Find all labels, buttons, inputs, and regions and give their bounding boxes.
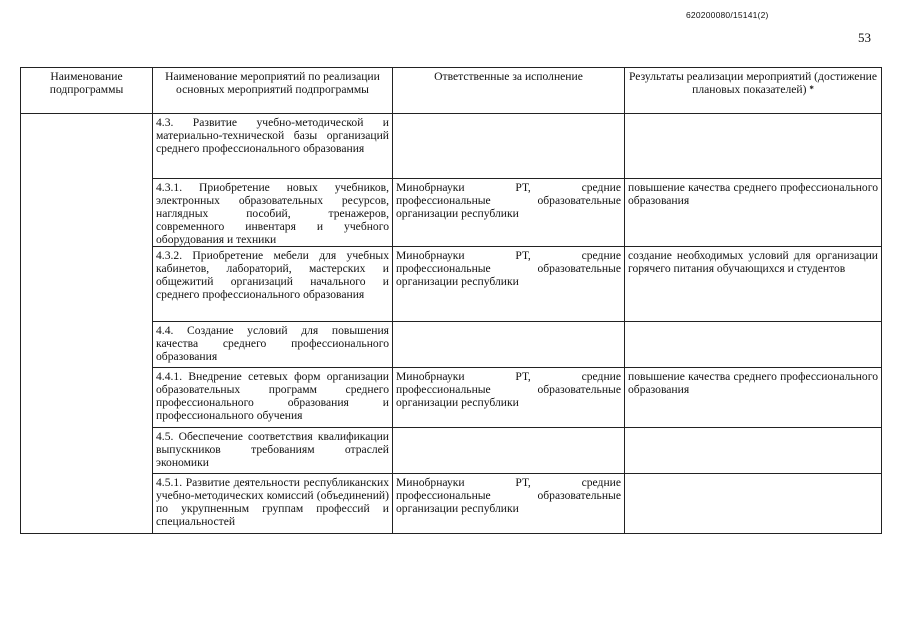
measure-cell: 4.3. Развитие учебно-методической и материально-технической базы организаций среднего профессионального образования (153, 114, 393, 179)
result-cell (625, 474, 882, 534)
responsible-cell (393, 428, 625, 474)
measure-cell: 4.5.1. Развитие деятельности республиканских учебно-методических комиссий (объединений) по укрупненным группам профессий и специальностей (153, 474, 393, 534)
header-results-text: Результаты реализации мероприятий (достижение плановых показателей) (628, 70, 877, 96)
header-results (625, 68, 882, 114)
measure-cell: 4.3.2. Приобретение мебели для учебных кабинетов, лабораторий, мастерских и общежитий организаций начального и среднего профессионального образования (153, 247, 393, 322)
header-subprogram: Наименование подпрограммы (21, 68, 153, 114)
responsible-cell: Минобрнауки РТ, средние профессиональные образовательные организации республики (393, 368, 625, 428)
measure-cell: 4.3.1. Приобретение новых учебников, электронных образовательных ресурсов, наглядных пособий, тренажеров, современного инвентаря и учебного оборудования и техники (153, 179, 393, 247)
header-responsible: Ответственные за исполнение (393, 68, 625, 114)
header-measures: Наименование мероприятий по реализации основных мероприятий подпрограммы (153, 68, 393, 114)
responsible-cell (393, 114, 625, 179)
measure-cell: 4.4. Создание условий для повышения качества среднего профессионального образования (153, 322, 393, 368)
responsible-cell: Минобрнауки РТ, средние профессиональные образовательные организации республики (393, 474, 625, 534)
measure-cell: 4.4.1. Внедрение сетевых форм организации образовательных программ среднего профессионального образования и профессионального обучения (153, 368, 393, 428)
result-cell (625, 428, 882, 474)
table-header-row (21, 68, 882, 114)
measure-cell: 4.5. Обеспечение соответствия квалификации выпускников требованиям отраслей экономики (153, 428, 393, 474)
result-cell (625, 322, 882, 368)
result-cell: повышение качества среднего профессионального образования (625, 368, 882, 428)
table-row (21, 114, 882, 179)
result-cell (625, 114, 882, 179)
responsible-cell (393, 322, 625, 368)
responsible-cell: Минобрнауки РТ, средние профессиональные образовательные организации республики (393, 179, 625, 247)
page-number: 53 (858, 30, 871, 45)
document-code: 620200080/15141(2) (686, 10, 769, 20)
subprogram-cell (21, 114, 153, 534)
result-cell: повышение качества среднего профессионального образования (625, 179, 882, 247)
result-cell: создание необходимых условий для организации горячего питания обучающихся и студентов (625, 247, 882, 322)
footnote-mark: * (809, 84, 814, 94)
responsible-cell: Минобрнауки РТ, средние профессиональные образовательные организации республики (393, 247, 625, 322)
measures-table (20, 67, 882, 534)
